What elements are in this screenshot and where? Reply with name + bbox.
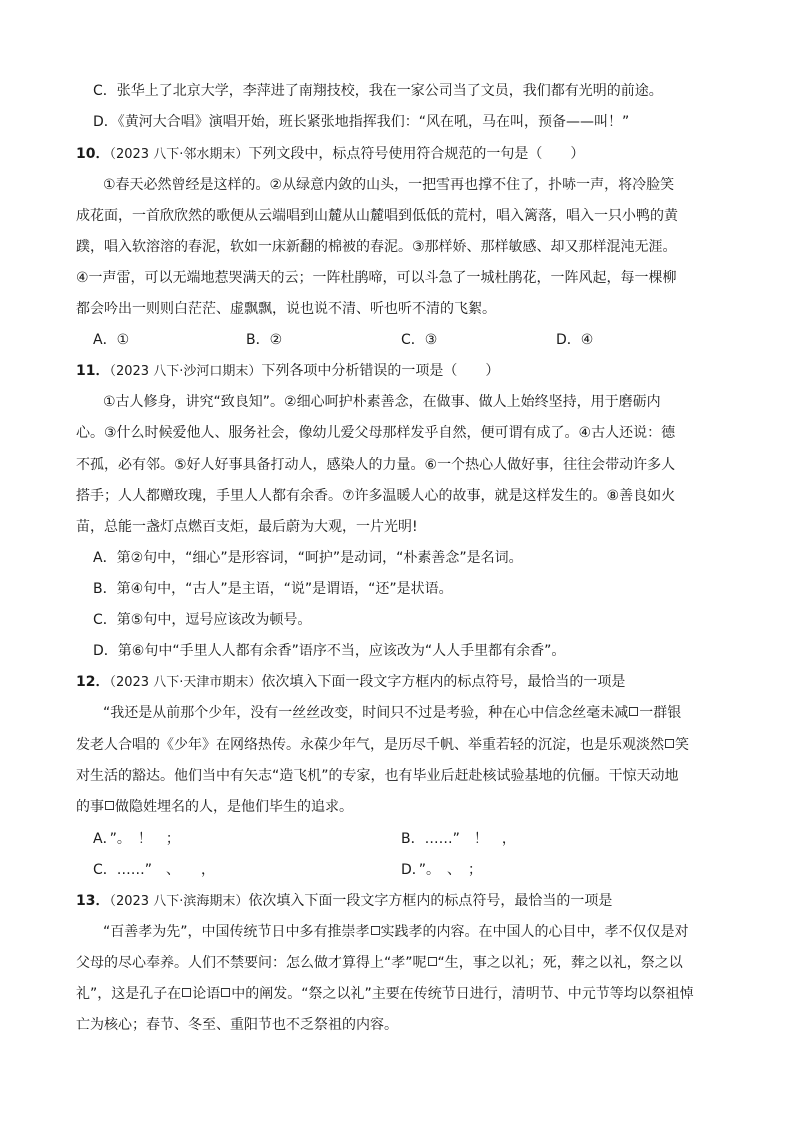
option-d: D．第⑥句中“手里人人都有余香”语序不当，应该改为“人人手里都有余香”。 (93, 643, 566, 659)
blank-box (221, 988, 230, 997)
option-a: A．”。 ！ ； (93, 831, 180, 847)
passage-text: “百善孝为先”，中国传统节日中多有推崇孝 (103, 924, 370, 940)
question-number: 12． (76, 674, 110, 690)
passage-line: 心。③什么时候爱他人、服务社会，像幼儿爱父母那样发乎自然，便可谓有成了。④古人还说：德 (76, 425, 676, 441)
question-11-stem (76, 361, 499, 382)
blank-box (182, 988, 191, 997)
question-text: 下列各项中分析错误的一项是（ ） (261, 363, 500, 379)
passage-text: 论语 (192, 986, 221, 1002)
passage-text: 实践孝的内容。在中国人的心目中，孝不仅仅是对 (380, 924, 689, 940)
q9-option-d: D．《黄河大合唱》演唱开始，班长紧张地指挥我们：“风在吼，马在叫，预备——叫！” (93, 114, 630, 130)
question-source: （2023 八下·天津市期末） (109, 675, 262, 690)
passage-line: 不孤，必有邻。⑤好人好事具备打动人，感染人的力量。⑥一个热心人做好事，往往会带动许多人 (76, 457, 676, 473)
passage-line (103, 703, 681, 723)
blank-box (428, 957, 437, 966)
option-a: A．① (93, 332, 130, 348)
passage-line: 对生活的豁达。他们当中有矢志“造飞机”的专家，也有毕业后赶赴核试验基地的伉俪。干惊天动地 (76, 768, 679, 784)
blank-box (371, 926, 380, 935)
question-number: 10． (76, 146, 110, 162)
passage-text: 礼”，这是孔子在 (76, 986, 182, 1002)
passage-line: 都会吟出一则则白茫茫、虚飘飘，说也说不清、听也听不清的飞絮。 (76, 301, 496, 317)
passage-text: “我还是从前那个少年，没有一丝丝改变，时间只不过是考验，种在心中信念丝毫未减 (103, 705, 629, 721)
passage-text: 一群银 (639, 705, 682, 721)
option-d: D．④ (556, 332, 594, 348)
question-10-stem (76, 144, 584, 165)
passage-line (103, 922, 689, 942)
option-b: B．第④句中，“古人”是主语，“说”是谓语，“还”是状语。 (93, 581, 453, 597)
passage-line (76, 984, 694, 1004)
question-text: 依次填入下面一段文字方框内的标点符号，最恰当的一项是 (261, 674, 626, 690)
option-b: B．……” ！ ， (401, 831, 516, 847)
blank-box (629, 707, 638, 716)
option-d: D．”。 、 ； (401, 862, 483, 878)
question-text: 下列文段中，标点符号使用符合规范的一句是（ ） (248, 146, 585, 162)
question-13-stem (76, 891, 612, 912)
question-source: （2023 八下·滨海期末） (109, 894, 249, 909)
passage-text: 发老人合唱的《少年》在网络热传。永葆少年气，是历尽千帆、举重若轻的沉淀，也是乐观淡然 (76, 737, 664, 753)
passage-text: 做隐姓埋名的人，是他们毕生的追求。 (115, 799, 353, 815)
question-number: 11． (76, 363, 110, 379)
passage-line: ①春天必然曾经是这样的。②从绿意内敛的山头，一把雪再也撑不住了，扑哧一声，将冷脸笑 (103, 177, 675, 193)
passage-line: 成花面，一首欣欣然的歌便从云端唱到山麓从山麓唱到低低的荒村，唱入篱落，唱入一只小鸭的黄 (76, 208, 678, 224)
passage-text: “生，事之以礼；死，葬之以礼，祭之以 (437, 955, 683, 971)
passage-text: 父母的尽心奉养。人们不禁要问：怎么做才算得上“孝”呢 (76, 955, 427, 971)
question-number: 13． (76, 893, 110, 909)
passage-line: 苗，总能一盏灯点燃百支炬，最后蔚为大观，一片光明! (76, 519, 418, 535)
blank-box (665, 739, 674, 748)
option-c: C．……” 、 ， (93, 862, 216, 878)
passage-line: 蹼，唱入软溶溶的春泥，软如一床新翻的棉被的春泥。③那样娇、那样敏感、却又那样混沌无涯。 (76, 239, 677, 255)
passage-line: ④一声雷，可以无端地惹哭满天的云；一阵杜鹃啼，可以斗急了一城杜鹃花，一阵风起，每一棵柳 (76, 270, 677, 286)
passage-line (76, 735, 689, 755)
passage-text: 中的阐发。“祭之以礼”主要在传统节日进行，清明节、中元节等均以祭祖悼 (231, 986, 694, 1002)
passage-line: 搭手；人人都赠玫瑰，手里人人都有余香。⑦许多温暖人心的故事，就是这样发生的。⑧善良如火 (76, 488, 676, 504)
passage-line (76, 953, 683, 973)
question-text: 依次填入下面一段文字方框内的标点符号，最恰当的一项是 (248, 893, 613, 909)
option-a: A．第②句中，“细心”是形容词，“呵护”是动词，“朴素善念”是名词。 (93, 550, 523, 566)
question-source: （2023 八下·沙河口期末） (109, 364, 262, 379)
passage-line (76, 797, 353, 817)
passage-text: 笑 (675, 737, 689, 753)
passage-line: ①古人修身，讲究“致良知”。②细心呵护朴素善念，在做事、做人上始终坚持，用于磨砺内 (103, 394, 661, 410)
option-b: B．② (246, 332, 283, 348)
passage-text: 的事 (76, 799, 104, 815)
blank-box (105, 801, 114, 810)
passage-line: 亡为核心；春节、冬至、重阳节也不乏祭祖的内容。 (76, 1017, 398, 1033)
q9-option-c: C．张华上了北京大学，李萍进了南翔技校，我在一家公司当了文员，我们都有光明的前途。 (93, 83, 663, 99)
question-12-stem (76, 672, 625, 693)
question-source: （2023 八下·邻水期末） (109, 147, 249, 162)
option-c: C．③ (401, 332, 438, 348)
option-c: C．第⑤句中，逗号应该改为顿号。 (93, 612, 312, 628)
